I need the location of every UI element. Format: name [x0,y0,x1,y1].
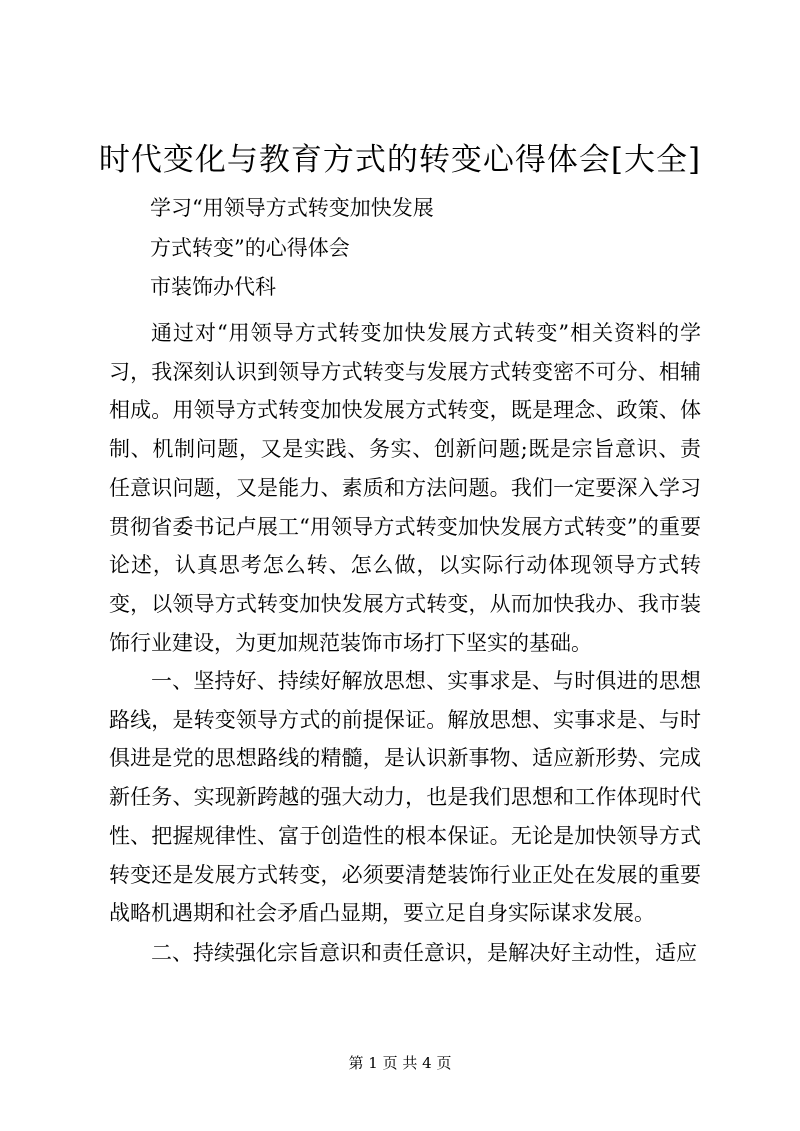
paragraph-1: 通过对“用领导方式转变加快发展方式转变”相关资料的学习，我深刻认识到领导方式转变与发展方式转变密不可分、相辅相成。用领导方式转变加快发展方式转变，既是理念、政策、体制、机制问题，又是实践、务实、创新问题;既是宗旨意识、责任意识问题，又是能力、素质和方法问题。我们一定要深入学习贯彻省委书记卢展工“用领导方式转变加快发展方式转变”的重要论述，认真思考怎么转、怎么做，以实际行动体现领导方式转变，以领导方式转变加快发展方式转变，从而加快我办、我市装饰行业建设，为更加规范装饰市场打下坚实的基础。 [109,321,701,655]
paragraph-2: 一、坚持好、持续好解放思想、实事求是、与时俱进的思想路线，是转变领导方式的前提保证。解放思想、实事求是、与时俱进是党的思想路线的精髓，是认识新事物、适应新形势、完成新任务、实现新跨越的强大动力，也是我们思想和工作体现时代性、把握规律性、富于创造性的根本保证。无论是加快领导方式转变还是发展方式转变，必须要清楚装饰行业正处在发展的重要战略机遇期和社会矛盾凸显期，要立足自身实际谋求发展。 [109,669,701,926]
document-title: 时代变化与教育方式的转变心得体会[大全] [98,142,702,178]
subtitle-line-1: 学习“用领导方式转变加快发展 [150,196,434,220]
page-footer: 第 1 页 共 4 页 [348,1054,452,1072]
author-line: 市装饰办代科 [150,275,276,299]
paragraph-3: 二、持续强化宗旨意识和责任意识，是解决好主动性，适应 [151,941,697,965]
subtitle-line-2: 方式转变”的心得体会 [150,236,350,260]
